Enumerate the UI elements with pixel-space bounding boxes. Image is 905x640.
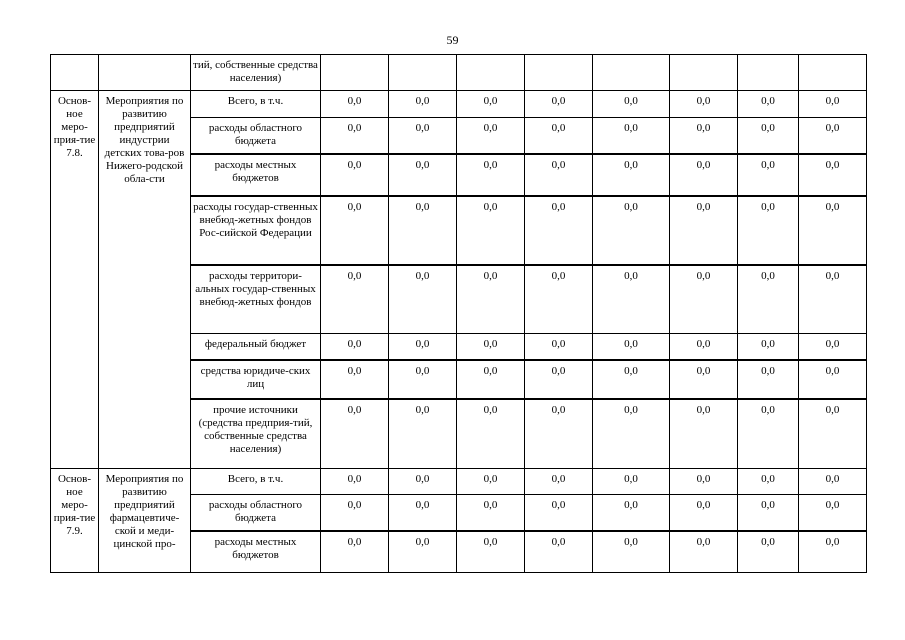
value-cell: 0,0 bbox=[321, 154, 389, 196]
empty-cell bbox=[321, 55, 389, 91]
value-cell: 0,0 bbox=[321, 469, 389, 495]
value-cell: 0,0 bbox=[670, 334, 738, 360]
value-cell: 0,0 bbox=[799, 399, 867, 469]
value-cell: 0,0 bbox=[389, 399, 457, 469]
value-cell: 0,0 bbox=[738, 91, 799, 118]
value-cell: 0,0 bbox=[389, 118, 457, 154]
value-cell: 0,0 bbox=[738, 265, 799, 334]
source-cell: расходы местных бюджетов bbox=[191, 531, 321, 573]
value-cell: 0,0 bbox=[670, 495, 738, 531]
value-cell: 0,0 bbox=[457, 196, 525, 265]
value-cell: 0,0 bbox=[738, 154, 799, 196]
source-cell: Всего, в т.ч. bbox=[191, 469, 321, 495]
source-cell: расходы областного бюджета bbox=[191, 118, 321, 154]
value-cell: 0,0 bbox=[799, 196, 867, 265]
empty-cell bbox=[51, 55, 99, 91]
value-cell: 0,0 bbox=[525, 91, 593, 118]
value-cell: 0,0 bbox=[457, 531, 525, 573]
source-cell: расходы территори-альных государ-ственных внебюд-жетных фондов bbox=[191, 265, 321, 334]
empty-cell bbox=[670, 55, 738, 91]
value-cell: 0,0 bbox=[670, 531, 738, 573]
value-cell: 0,0 bbox=[321, 531, 389, 573]
value-cell: 0,0 bbox=[670, 91, 738, 118]
value-cell: 0,0 bbox=[593, 495, 670, 531]
value-cell: 0,0 bbox=[670, 469, 738, 495]
value-cell: 0,0 bbox=[670, 196, 738, 265]
value-cell: 0,0 bbox=[525, 495, 593, 531]
value-cell: 0,0 bbox=[525, 154, 593, 196]
page-number: 59 bbox=[446, 33, 459, 47]
value-cell: 0,0 bbox=[525, 360, 593, 399]
value-cell: 0,0 bbox=[593, 334, 670, 360]
value-cell: 0,0 bbox=[389, 334, 457, 360]
value-cell: 0,0 bbox=[457, 399, 525, 469]
value-cell: 0,0 bbox=[525, 334, 593, 360]
value-cell: 0,0 bbox=[593, 469, 670, 495]
value-cell: 0,0 bbox=[799, 531, 867, 573]
value-cell: 0,0 bbox=[593, 360, 670, 399]
empty-cell bbox=[593, 55, 670, 91]
value-cell: 0,0 bbox=[321, 265, 389, 334]
value-cell: 0,0 bbox=[525, 399, 593, 469]
value-cell: 0,0 bbox=[738, 399, 799, 469]
value-cell: 0,0 bbox=[593, 399, 670, 469]
empty-cell bbox=[457, 55, 525, 91]
value-cell: 0,0 bbox=[670, 118, 738, 154]
value-cell: 0,0 bbox=[593, 196, 670, 265]
value-cell: 0,0 bbox=[799, 118, 867, 154]
value-cell: 0,0 bbox=[593, 91, 670, 118]
value-cell: 0,0 bbox=[457, 495, 525, 531]
value-cell: 0,0 bbox=[389, 265, 457, 334]
value-cell: 0,0 bbox=[389, 469, 457, 495]
value-cell: 0,0 bbox=[525, 196, 593, 265]
value-cell: 0,0 bbox=[321, 399, 389, 469]
value-cell: 0,0 bbox=[670, 154, 738, 196]
value-cell: 0,0 bbox=[457, 118, 525, 154]
value-cell: 0,0 bbox=[799, 334, 867, 360]
value-cell: 0,0 bbox=[321, 334, 389, 360]
value-cell: 0,0 bbox=[593, 265, 670, 334]
value-cell: 0,0 bbox=[670, 360, 738, 399]
value-cell: 0,0 bbox=[593, 531, 670, 573]
value-cell: 0,0 bbox=[389, 154, 457, 196]
value-cell: 0,0 bbox=[321, 118, 389, 154]
empty-cell bbox=[525, 55, 593, 91]
value-cell: 0,0 bbox=[738, 469, 799, 495]
main-activity-label: Основ-ное меро-прия-тие 7.9. bbox=[51, 469, 99, 573]
activity-name: Мероприятия по развитию предприятий индустрии детских това-ров Нижего-родской обла-сти bbox=[99, 91, 191, 469]
activity-name: Мероприятия по развитию предприятий фармацевтиче-ской и меди-цинской про- bbox=[99, 469, 191, 573]
source-cell: расходы местных бюджетов bbox=[191, 154, 321, 196]
value-cell: 0,0 bbox=[321, 91, 389, 118]
source-cell: прочие источники (средства предприя-тий, собственные средства населения) bbox=[191, 399, 321, 469]
source-cell: расходы областного бюджета bbox=[191, 495, 321, 531]
value-cell: 0,0 bbox=[389, 91, 457, 118]
value-cell: 0,0 bbox=[457, 154, 525, 196]
value-cell: 0,0 bbox=[799, 91, 867, 118]
budget-table bbox=[50, 54, 867, 573]
value-cell: 0,0 bbox=[738, 334, 799, 360]
value-cell: 0,0 bbox=[389, 196, 457, 265]
value-cell: 0,0 bbox=[389, 495, 457, 531]
value-cell: 0,0 bbox=[389, 360, 457, 399]
empty-cell bbox=[738, 55, 799, 91]
value-cell: 0,0 bbox=[738, 118, 799, 154]
empty-cell bbox=[389, 55, 457, 91]
value-cell: 0,0 bbox=[321, 196, 389, 265]
table-row bbox=[51, 55, 867, 91]
value-cell: 0,0 bbox=[525, 469, 593, 495]
value-cell: 0,0 bbox=[389, 531, 457, 573]
value-cell: 0,0 bbox=[738, 196, 799, 265]
main-activity-label: Основ-ное меро-прия-тие 7.8. bbox=[51, 91, 99, 469]
value-cell: 0,0 bbox=[738, 360, 799, 399]
value-cell: 0,0 bbox=[799, 495, 867, 531]
empty-cell bbox=[99, 55, 191, 91]
value-cell: 0,0 bbox=[593, 154, 670, 196]
empty-cell bbox=[799, 55, 867, 91]
value-cell: 0,0 bbox=[457, 265, 525, 334]
value-cell: 0,0 bbox=[525, 265, 593, 334]
value-cell: 0,0 bbox=[799, 469, 867, 495]
value-cell: 0,0 bbox=[457, 360, 525, 399]
source-cell: расходы государ-ственных внебюд-жетных фондов Рос-сийской Федерации bbox=[191, 196, 321, 265]
value-cell: 0,0 bbox=[321, 495, 389, 531]
value-cell: 0,0 bbox=[799, 265, 867, 334]
source-cell: Всего, в т.ч. bbox=[191, 91, 321, 118]
value-cell: 0,0 bbox=[525, 118, 593, 154]
value-cell: 0,0 bbox=[799, 360, 867, 399]
value-cell: 0,0 bbox=[670, 399, 738, 469]
value-cell: 0,0 bbox=[799, 154, 867, 196]
value-cell: 0,0 bbox=[457, 91, 525, 118]
value-cell: 0,0 bbox=[525, 531, 593, 573]
source-cell: средства юридиче-ских лиц bbox=[191, 360, 321, 399]
value-cell: 0,0 bbox=[670, 265, 738, 334]
source-cell: федеральный бюджет bbox=[191, 334, 321, 360]
value-cell: 0,0 bbox=[738, 495, 799, 531]
value-cell: 0,0 bbox=[321, 360, 389, 399]
value-cell: 0,0 bbox=[738, 531, 799, 573]
value-cell: 0,0 bbox=[457, 334, 525, 360]
value-cell: 0,0 bbox=[593, 118, 670, 154]
table-row bbox=[51, 469, 867, 495]
source-cell: тий, собственные средства населения) bbox=[191, 55, 321, 91]
table-row bbox=[51, 91, 867, 118]
value-cell: 0,0 bbox=[457, 469, 525, 495]
